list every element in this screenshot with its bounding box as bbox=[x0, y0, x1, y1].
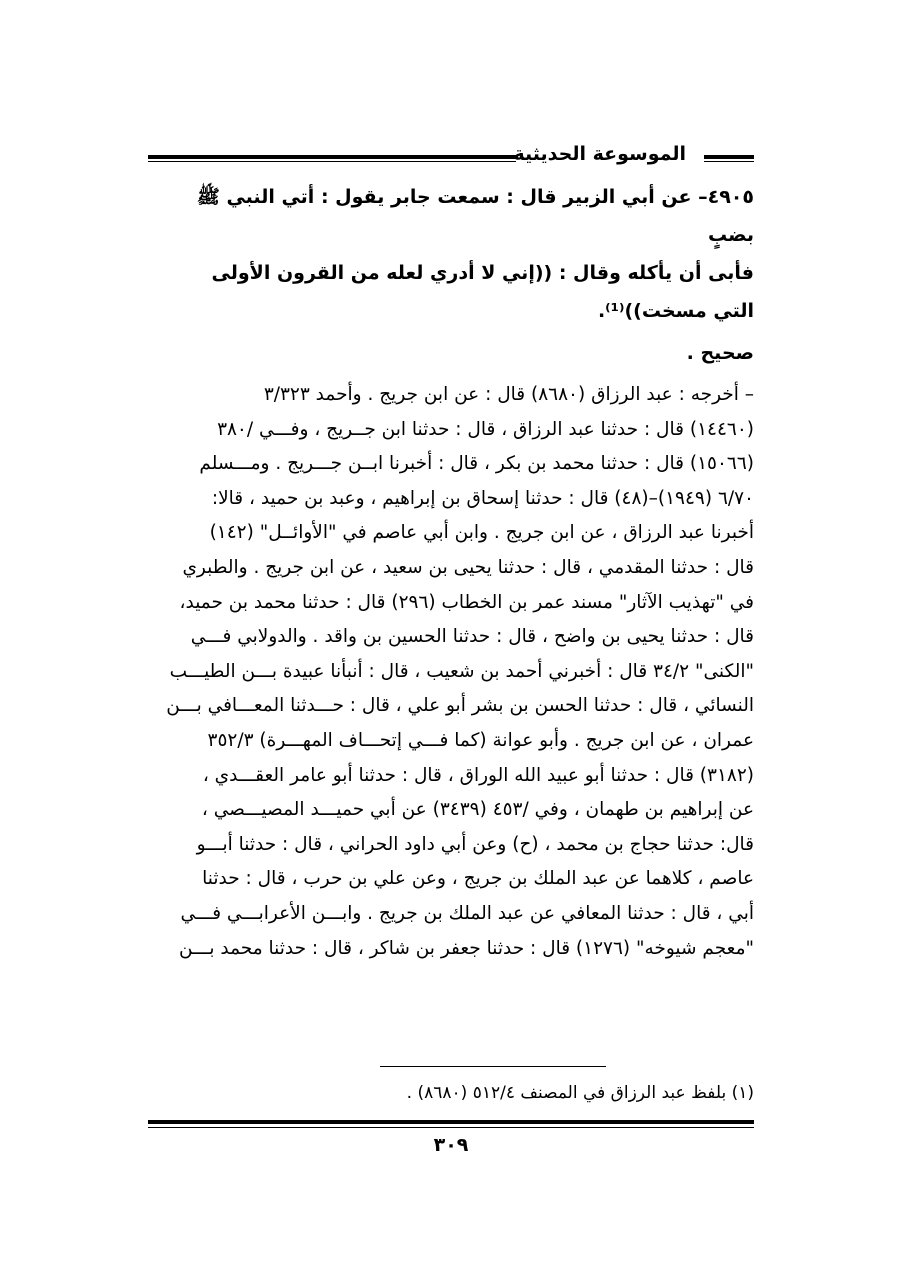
hadith-grade: صحيح . bbox=[686, 342, 754, 364]
takhrij-line: قال : حدثنا يحيى بن واضح ، قال : حدثنا الحسين بن واقد . والدولابي فـــي bbox=[190, 626, 754, 648]
takhrij-line: "معجم شيوخه" (١٢٧٦) قال : حدثنا جعفر بن شاكر ، قال : حدثنا محمد بـــن bbox=[179, 937, 754, 959]
takhrij-line: أخبرنا عبد الرزاق ، عن ابن جريج . وابن أبي عاصم في "الأوائــل" (١٤٢) bbox=[209, 522, 754, 544]
header-rule-right bbox=[704, 155, 754, 159]
hadith-line: ٤٩٠٥– عن أبي الزبير قال : سمعت جابر يقول : أتي النبي ﷺ بضبٍ bbox=[196, 186, 754, 246]
takhrij-line: (١٥٠٦٦) قال : حدثنا محمد بن بكر ، قال : أخبرنا ابــن جـــريج . ومـــسلم bbox=[199, 453, 754, 475]
header-rule-right-thin bbox=[704, 161, 754, 162]
footnote-separator bbox=[380, 1066, 606, 1067]
footer-rule bbox=[148, 1120, 754, 1124]
takhrij-line: – أخرجه : عبد الرزاق (٨٦٨٠) قال : عن ابن جريج . وأحمد ٣/٣٢٣ bbox=[263, 384, 754, 405]
takhrij-line: قال : حدثنا المقدمي ، قال : حدثنا يحيى بن سعيد ، عن ابن جريج . والطبري bbox=[182, 556, 754, 578]
takhrij-line: النسائي ، قال : حدثنا الحسن بن بشر أبو علي ، قال : حـــدثنا المعـــافي بـــن bbox=[166, 695, 754, 717]
running-title: الموسوعة الحديثية bbox=[513, 143, 686, 165]
takhrij-line: عاصم ، كلاهما عن عبد الملك بن جريج ، وعن علي بن حرب ، قال : حدثنا bbox=[202, 868, 754, 890]
takhrij-line: في "تهذيب الآثار" مسند عمر بن الخطاب (٢٩٦) قال : حدثنا محمد بن حميد، bbox=[179, 591, 754, 613]
page-header bbox=[148, 140, 754, 176]
takhrij-line: عمران ، عن ابن جريج . وأبو عوانة (كما فـــي إتحـــاف المهـــرة) ٣٥٢/٣ bbox=[207, 729, 754, 751]
page-number: ٣٠٩ bbox=[433, 1134, 469, 1156]
footnote: (١) بلفظ عبد الرزاق في المصنف ٥١٢/٤ (٨٦٨٠) . bbox=[406, 1083, 754, 1103]
header-rule-left-thin bbox=[148, 161, 516, 162]
page-body bbox=[148, 140, 754, 966]
takhrij-line: عن إبراهيم بن طهمان ، وفي /٤٥٣ (٣٤٣٩) عن أبي حميـــد المصيـــصي ، bbox=[201, 799, 754, 821]
hadith-line: التي مسخت))⁽¹⁾. bbox=[597, 300, 754, 322]
hadith-text bbox=[148, 178, 754, 330]
header-rule-left bbox=[148, 155, 516, 159]
takhrij-line: (٣١٨٢) قال : حدثنا أبو عبيد الله الوراق ، قال : حدثنا أبو عامر العقـــدي ، bbox=[202, 764, 754, 786]
takhrij-line: (١٤٤٦٠) قال : حدثنا عبد الرزاق ، قال : حدثنا ابن جــريج ، وفـــي /٣٨٠ bbox=[217, 418, 754, 440]
takhrij-line: ٦/٧٠ (١٩٤٩)–(٤٨) قال : حدثنا إسحاق بن إبراهيم ، وعبد بن حميد ، قالا: bbox=[211, 487, 754, 509]
takhrij-line: أبي ، قال : حدثنا المعافي عن عبد الملك بن جريج . وابـــن الأعرابـــي فـــي bbox=[180, 902, 754, 924]
takhrij-paragraph bbox=[148, 378, 754, 966]
takhrij-line: قال: حدثنا حجاج بن محمد ، (ح) وعن أبي داود الحراني ، قال : حدثنا أبـــو bbox=[196, 833, 754, 855]
hadith-line: فأبى أن يأكله وقال : ((إني لا أدري لعله من القرون الأولى bbox=[211, 262, 754, 284]
footer-rule-thin bbox=[148, 1127, 754, 1128]
takhrij-line: "الكنى" ٣٤/٢ قال : أخبرني أحمد بن شعيب ، قال : أنبأنا عبيدة بـــن الطيـــب bbox=[169, 660, 754, 682]
